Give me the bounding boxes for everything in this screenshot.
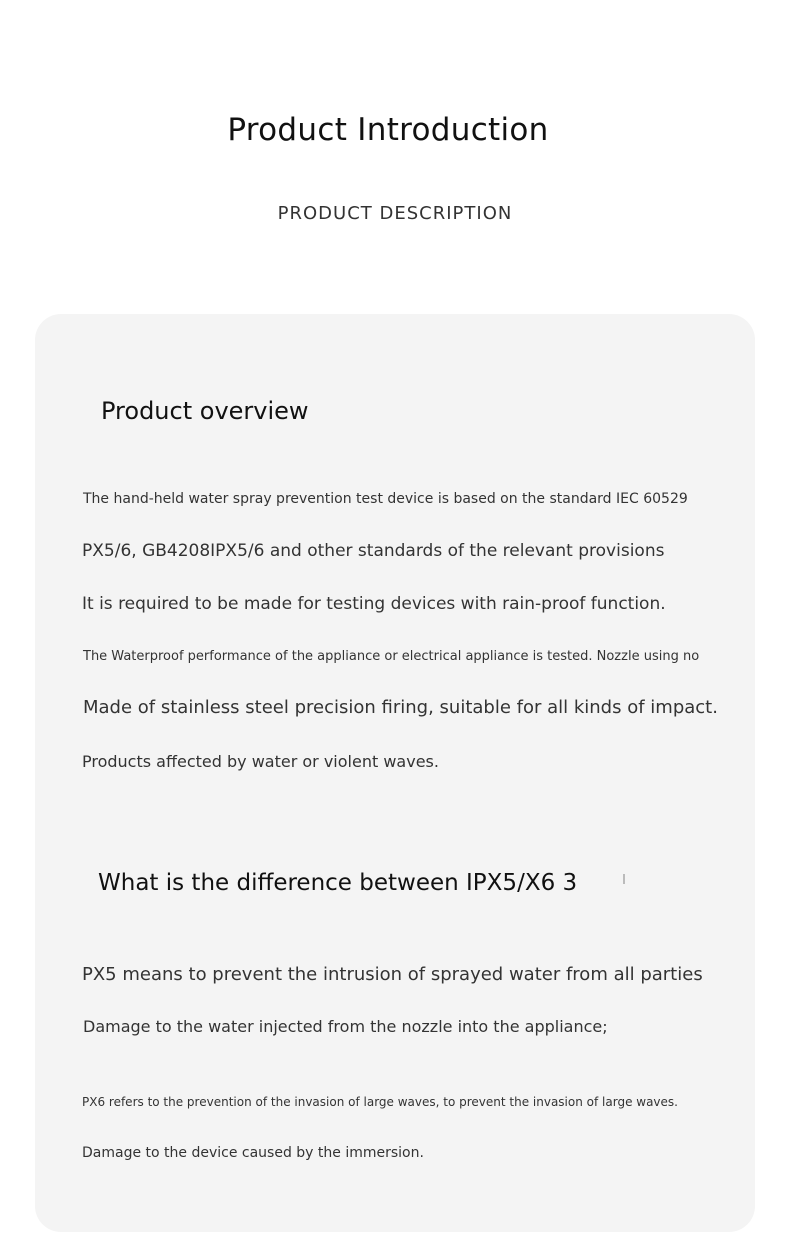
- overview-paragraph: It is required to be made for testing devices with rain-proof function.: [82, 594, 666, 614]
- overview-paragraph: The hand-held water spray prevention test device is based on the standard IEC 60529: [83, 491, 688, 507]
- overview-paragraph: The Waterproof performance of the appliance or electrical appliance is tested. Nozzle using no: [83, 649, 700, 664]
- difference-paragraph: Damage to the water injected from the nozzle into the appliance;: [83, 1017, 608, 1036]
- overview-paragraph: Products affected by water or violent waves.: [82, 752, 439, 771]
- page-title: Product Introduction: [227, 112, 549, 148]
- heading-edge-mark: [623, 874, 625, 884]
- difference-heading-clip: [98, 870, 626, 916]
- overview-paragraph: Made of stainless steel precision firing, suitable for all kinds of impact.: [83, 697, 718, 718]
- difference-paragraph: Damage to the device caused by the immersion.: [82, 1145, 424, 1161]
- overview-heading: Product overview: [101, 397, 309, 425]
- difference-heading: What is the difference between IPX5/X6 3: [98, 870, 578, 896]
- page-subtitle: PRODUCT DESCRIPTION: [277, 203, 513, 224]
- product-description-card: [35, 314, 755, 1232]
- overview-paragraph: PX5/6, GB4208IPX5/6 and other standards of the relevant provisions: [82, 541, 665, 561]
- difference-paragraph: PX6 refers to the prevention of the invasion of large waves, to prevent the invasion of large waves.: [82, 1095, 678, 1109]
- difference-paragraph: PX5 means to prevent the intrusion of sprayed water from all parties: [82, 964, 703, 985]
